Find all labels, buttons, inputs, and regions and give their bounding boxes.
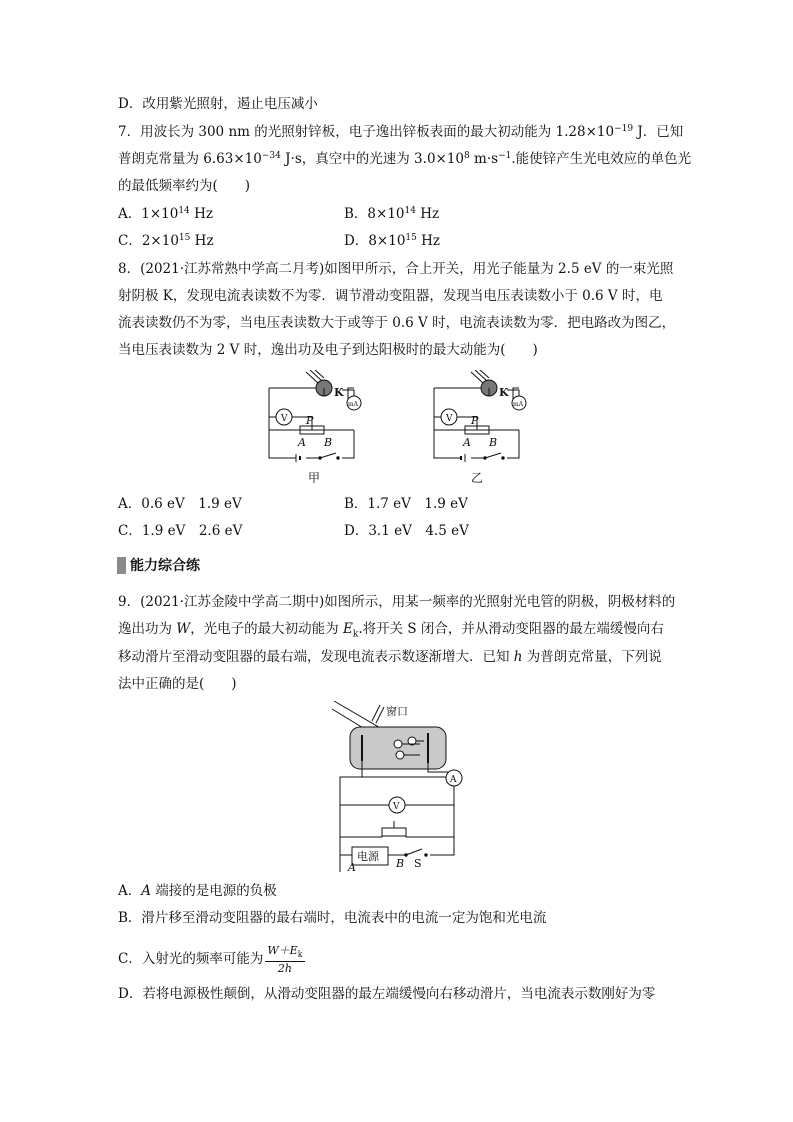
label-a: A [298, 436, 306, 449]
frequency-fraction: $\frac{W+E_k}{2h}$ [267, 944, 303, 976]
label-s: S [414, 857, 422, 870]
tube-yi [471, 370, 497, 396]
label-b: B [489, 436, 498, 449]
q8-option-c: C．1.9 eV 2.6 eV [118, 523, 243, 539]
q7-option-a: A．$1\times 10^{14}$ Hz [118, 206, 213, 222]
q6-option-d: D．改用紫光照射，遏止电压减小 [118, 96, 318, 112]
q7-option-d: D．$8\times 10^{15}$ Hz [344, 233, 441, 249]
q9-stem-line3: 移动滑片至滑动变阻器的最右端，发现电流表示数逐渐增大．已知 h 为普朗克常量，下列说 [118, 649, 662, 665]
rheostat-icon [382, 828, 406, 836]
switch-s-icon [405, 849, 427, 856]
q9-option-c: C．入射光的频率可能为 $\frac{W+E_k}{2h}$ [118, 944, 303, 976]
q9-stem-line2: 逸出功为 W，光电子的最大初动能为 $E_k$.将开关 S 闭合，并从滑动变阻器的最左端缓慢向右 [118, 621, 664, 640]
q9-option-d: D．若将电源极性颠倒，从滑动变阻器的最左端缓慢向右移动滑片，当电流表示数刚好为零 [118, 986, 656, 1002]
q8-stem-line3: 流表读数仍不为零，当电压表读数大于或等于 0.6 V 时，电流表读数为零．把电路改为图乙， [118, 315, 676, 331]
label-k: K [334, 386, 344, 399]
battery-yi [461, 454, 465, 462]
tube-jia [306, 370, 332, 396]
section-marker-icon [117, 557, 126, 574]
section-title: 能力综合练 [130, 558, 200, 574]
caption-yi: 乙 [471, 471, 484, 485]
switch-jia [319, 453, 339, 459]
q9-phototube-circuit [330, 697, 470, 873]
label-power: 电源 [357, 850, 379, 863]
q8-option-a: A．0.6 eV 1.9 eV [118, 496, 242, 512]
q8-stem-line1: 8．(2021·江苏常熟中学高二月考)如图甲所示，合上开关，用光子能量为 2.5 eV 的一束光照 [118, 261, 674, 277]
q8-option-b: B．1.7 eV 1.9 eV [344, 496, 468, 512]
q8-stem-line2: 射阴极 K，发现电流表读数不为零．调节滑动变阻器，发现当电压表读数小于 0.6 V 时，电 [118, 288, 663, 304]
caption-jia: 甲 [308, 471, 321, 485]
q8-stem-line4: 当电压表读数为 2 V 时，逸出功及电子到达阳极时的最大动能为( ) [118, 342, 538, 358]
q7-option-c: C．$2\times 10^{15}$ Hz [118, 233, 214, 249]
switch-yi [484, 453, 504, 459]
q9-option-a: A．A 端接的是电源的负极 [118, 883, 277, 899]
q9-stem-line4: 法中正确的是( ) [118, 676, 237, 692]
label-p: P [471, 414, 479, 427]
q7-option-b: B．$8\times 10^{14}$ Hz [344, 206, 440, 222]
label-a: A [463, 436, 471, 449]
label-ma: mA [348, 401, 359, 408]
label-v: V [446, 414, 453, 424]
section-header [117, 555, 200, 575]
label-ma: mA [513, 401, 524, 408]
battery-jia [296, 454, 300, 462]
q7-stem-line2: 普朗克常量为 $6.63\times 10^{-34}$ J·s，真空中的光速为 $3.0\times 10^8$ $m\cdot s^{-1}$.能使锌产生光电效应的单色光 [118, 151, 692, 167]
q8-circuit-figures [262, 370, 532, 490]
q9-option-b: B．滑片移至滑动变阻器的最右端时，电流表中的电流一定为饱和光电流 [118, 910, 547, 926]
q7-stem-line1: 7．用波长为 300 nm 的光照射锌板，电子逸出锌板表面的最大初动能为 $1.28\times 10^{-19}$ J．已知 [118, 124, 684, 140]
label-p: P [306, 414, 314, 427]
q8-option-d: D．3.1 eV 4.5 eV [344, 523, 469, 539]
q7-stem-line3: 的最低频率约为( ) [118, 178, 251, 194]
label-b: B [396, 857, 405, 870]
q9-stem-line1: 9．(2021·江苏金陵中学高二期中)如图所示，用某一频率的光照射光电管的阴极，阴极材料的 [118, 594, 676, 610]
label-b: B [324, 436, 333, 449]
label-k: K [499, 386, 509, 399]
label-v: V [281, 414, 288, 424]
label-v-meter: V [393, 802, 400, 812]
label-a-meter: A [450, 775, 457, 785]
label-a: A [348, 861, 356, 873]
label-window: 窗口 [386, 705, 408, 718]
